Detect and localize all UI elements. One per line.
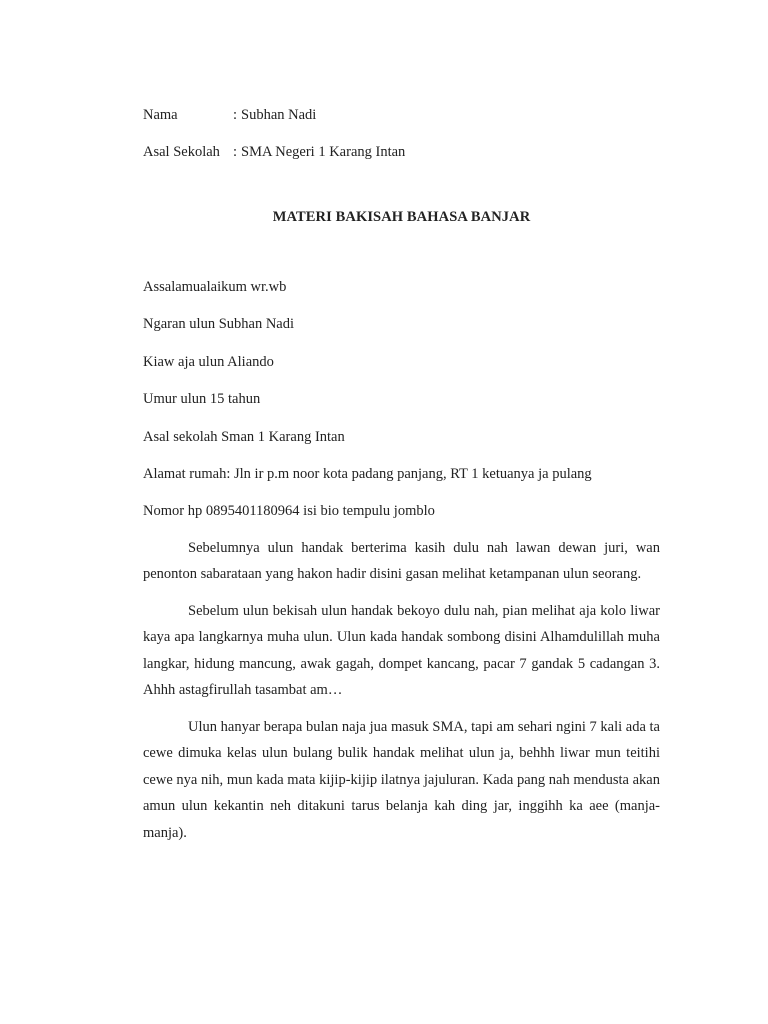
intro-age: Umur ulun 15 tahun: [143, 391, 261, 408]
school-separator: :: [233, 144, 238, 160]
intro-list: [143, 279, 660, 541]
intro-nickname: Kiaw aja ulun Aliando: [143, 353, 274, 370]
intro-greeting: Assalamualaikum wr.wb: [143, 279, 287, 295]
paragraph-appearance: Sebelum ulun bekisah ulun handak bekoyo dulu nah, pian melihat aja kolo liwar kaya apa langkarnya muha ulun. Ulun kada handak sombong disini Alhamdulillah muha langkar, hidung mancung, awak gagah, dompet kancang, pacar 7 gandak 5 cadangan 3. Ahhh astagfirullah tasambat am…: [143, 602, 660, 699]
name-label: Nama: [143, 107, 178, 123]
school-row: [143, 144, 660, 181]
intro-name: Ngaran ulun Subhan Nadi: [143, 316, 295, 333]
intro-school: Asal sekolah Sman 1 Karang Intan: [143, 428, 345, 445]
paragraph-school-story: Ulun hanyar berapa bulan naja jua masuk SMA, tapi am sehari ngini 7 kali ada ta cewe dimuka kelas ulun bulang bulik handak melihat ulun ja, behhh liwar mun teitihi cewe nya nih, mun kada mata kijip-kijip ilatnya jajuluran. Kada pang nah mendusta akan amun ulun kekantin neh ditakuni tarus belanja kah ding jar, inggihh ka aee (manja-manja).: [143, 718, 660, 841]
paragraph-thanks: Sebelumnya ulun handak berterima kasih dulu nah lawan dewan juri, wan penonton sabarataan yang hakon hadir disini gasan melihat ketampanan ulun seorang.: [143, 539, 660, 583]
document-body: [143, 107, 660, 860]
school-label: Asal Sekolah: [143, 144, 220, 160]
name-row: [143, 107, 660, 144]
document-title: MATERI BAKISAH BAHASA BANJAR: [272, 209, 531, 225]
name-value: Subhan Nadi: [241, 107, 317, 123]
intro-address: Alamat rumah: Jln ir p.m noor kota padang panjang, RT 1 ketuanya ja pulang: [143, 465, 592, 482]
intro-phone: Nomor hp 0895401180964 isi bio tempulu jomblo: [143, 503, 435, 520]
name-separator: :: [233, 107, 238, 123]
school-value: SMA Negeri 1 Karang Intan: [241, 144, 406, 160]
